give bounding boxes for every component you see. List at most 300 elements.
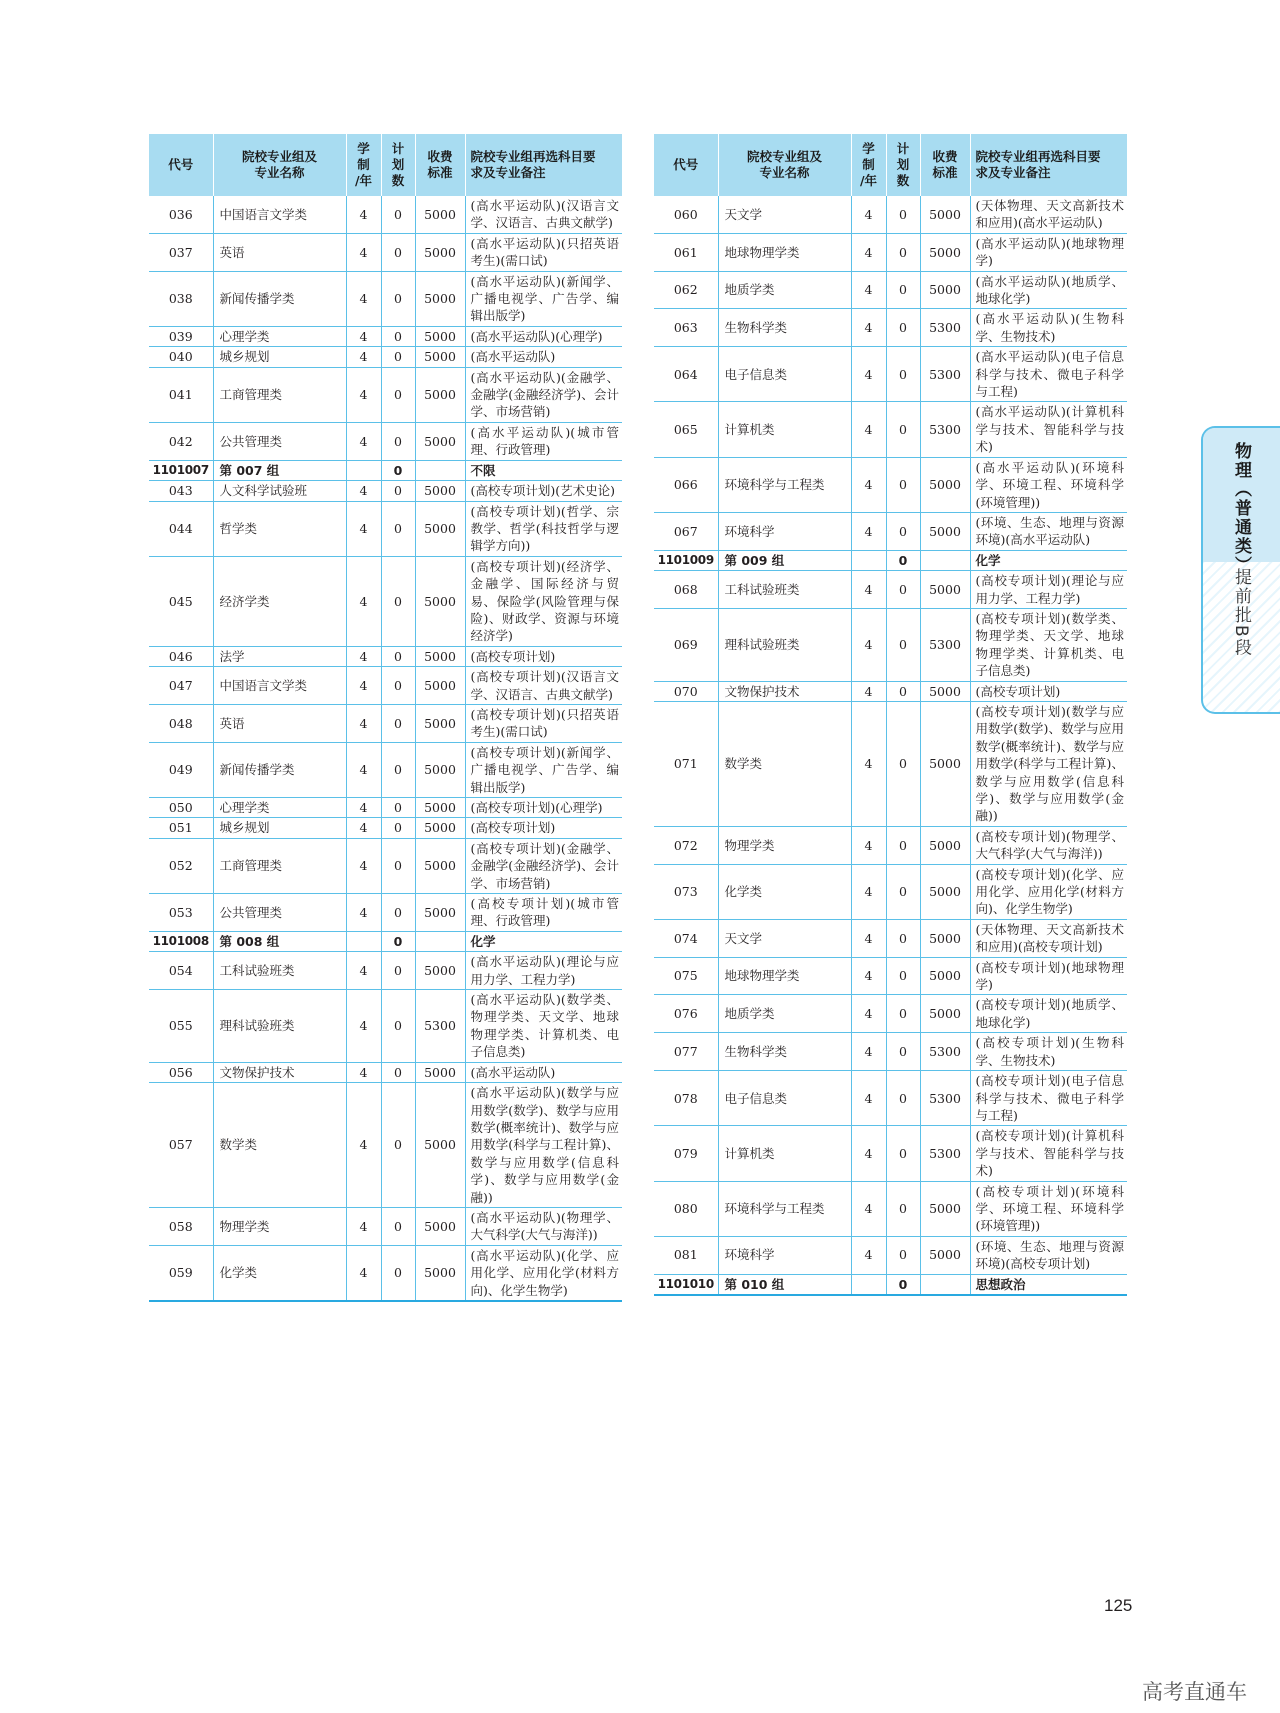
table-row bbox=[654, 196, 1127, 233]
cell-years bbox=[851, 550, 886, 570]
cell-name: 理科试验班类 bbox=[213, 990, 346, 1063]
cell-fee: 5000 bbox=[920, 826, 970, 864]
group-row bbox=[149, 931, 622, 951]
cell-plan: 0 bbox=[886, 457, 920, 512]
cell-years: 4 bbox=[346, 196, 381, 233]
cell-requirements: (高校专项计划)(环境科学、环境工程、环境科学(环境管理)) bbox=[970, 1181, 1127, 1236]
cell-fee: 5000 bbox=[415, 1245, 465, 1301]
cell-years: 4 bbox=[346, 233, 381, 271]
cell-code: 073 bbox=[654, 864, 718, 919]
cell-name: 地球物理学类 bbox=[718, 233, 851, 271]
cell-plan: 0 bbox=[886, 957, 920, 995]
cell-code: 039 bbox=[149, 326, 213, 346]
cell-requirements: (高水平运动队)(环境科学、环境工程、环境科学(环境管理)) bbox=[970, 457, 1127, 512]
cell-years: 4 bbox=[851, 233, 886, 271]
cell-years: 4 bbox=[346, 742, 381, 797]
cell-years: 4 bbox=[346, 667, 381, 705]
cell-name: 公共管理类 bbox=[213, 894, 346, 932]
cell-fee: 5000 bbox=[415, 818, 465, 838]
cell-name: 天文学 bbox=[718, 196, 851, 233]
cell-fee: 5000 bbox=[920, 701, 970, 826]
cell-name: 工科试验班类 bbox=[213, 952, 346, 990]
table-header-row bbox=[654, 134, 1127, 196]
cell-name: 数学类 bbox=[718, 701, 851, 826]
cell-fee bbox=[415, 460, 465, 480]
table-row bbox=[149, 347, 622, 367]
group-row bbox=[654, 1274, 1127, 1295]
cell-requirements: (高水平运动队)(新闻学、广播电视学、广告学、编辑出版学) bbox=[465, 271, 622, 326]
header-requirements: 院校专业组再选科目要 求及专业备注 bbox=[470, 149, 596, 180]
table-row bbox=[654, 681, 1127, 701]
cell-name: 城乡规划 bbox=[213, 818, 346, 838]
cell-fee: 5000 bbox=[415, 667, 465, 705]
cell-code: 1101008 bbox=[149, 931, 213, 951]
cell-requirements: (高校专项计划)(数学类、物理学类、天文学、地球物理学类、计算机类、电子信息类) bbox=[970, 608, 1127, 681]
cell-requirements: (高水平运动队)(数学与应用数学(数学)、数学与应用数学(概率统计)、数学与应用数学(科学与工程计算)、数学与应用数学(信息科学)、数学与应用数学(金融)) bbox=[465, 1083, 622, 1208]
cell-fee: 5300 bbox=[920, 1071, 970, 1126]
cell-name: 第 010 组 bbox=[718, 1274, 851, 1295]
table-row bbox=[149, 1207, 622, 1245]
cell-name: 环境科学与工程类 bbox=[718, 457, 851, 512]
cell-fee: 5000 bbox=[415, 894, 465, 932]
table-row bbox=[149, 742, 622, 797]
cell-requirements: (高校专项计划)(理论与应用力学、工程力学) bbox=[970, 571, 1127, 609]
cell-name: 心理学类 bbox=[213, 326, 346, 346]
cell-years: 4 bbox=[851, 919, 886, 957]
cell-fee: 5300 bbox=[920, 309, 970, 347]
cell-requirements: (高校专项计划)(哲学、宗教学、哲学(科技哲学与逻辑学方向)) bbox=[465, 501, 622, 556]
table-row bbox=[149, 952, 622, 990]
cell-plan: 0 bbox=[886, 1071, 920, 1126]
cell-requirements: (高校专项计划)(数学与应用数学(数学)、数学与应用数学(概率统计)、数学与应用数学(科学与工程计算)、数学与应用数学(信息科学)、数学与应用数学(金融)) bbox=[970, 701, 1127, 826]
cell-name: 第 009 组 bbox=[718, 550, 851, 570]
cell-years: 4 bbox=[851, 608, 886, 681]
cell-years: 4 bbox=[346, 952, 381, 990]
cell-code: 045 bbox=[149, 556, 213, 646]
cell-plan: 0 bbox=[381, 556, 415, 646]
cell-years bbox=[346, 931, 381, 951]
table-row bbox=[654, 1126, 1127, 1181]
cell-name: 哲学类 bbox=[213, 501, 346, 556]
cell-code: 062 bbox=[654, 271, 718, 309]
cell-code: 1101010 bbox=[654, 1274, 718, 1295]
cell-requirements: (高水平运动队)(汉语言文学、汉语言、古典文献学) bbox=[465, 196, 622, 233]
header-fee: 收费 标准 bbox=[920, 134, 970, 196]
cell-years: 4 bbox=[851, 826, 886, 864]
cell-fee bbox=[920, 1274, 970, 1295]
cell-name: 物理学类 bbox=[213, 1207, 346, 1245]
table-row bbox=[149, 481, 622, 501]
cell-fee: 5000 bbox=[415, 704, 465, 742]
cell-name: 地质学类 bbox=[718, 995, 851, 1033]
cell-fee: 5000 bbox=[920, 271, 970, 309]
cell-years: 4 bbox=[851, 1071, 886, 1126]
cell-years: 4 bbox=[346, 556, 381, 646]
cell-requirements: (高水平运动队) bbox=[465, 347, 622, 367]
cell-code: 048 bbox=[149, 704, 213, 742]
cell-code: 042 bbox=[149, 422, 213, 460]
cell-name: 地球物理学类 bbox=[718, 957, 851, 995]
cell-years: 4 bbox=[346, 798, 381, 818]
cell-requirements: 化学 bbox=[970, 550, 1127, 570]
cell-years: 4 bbox=[346, 1245, 381, 1301]
cell-plan: 0 bbox=[381, 367, 415, 422]
cell-code: 059 bbox=[149, 1245, 213, 1301]
cell-requirements: (高校专项计划)(只招英语考生)(需口试) bbox=[465, 704, 622, 742]
table-row bbox=[149, 818, 622, 838]
header-fee: 收费 标准 bbox=[415, 134, 465, 196]
cell-plan: 0 bbox=[381, 460, 415, 480]
table-row bbox=[149, 894, 622, 932]
table-row bbox=[654, 608, 1127, 681]
cell-fee: 5000 bbox=[415, 798, 465, 818]
cell-plan: 0 bbox=[886, 347, 920, 402]
cell-code: 049 bbox=[149, 742, 213, 797]
cell-name: 生物科学类 bbox=[718, 309, 851, 347]
cell-years: 4 bbox=[851, 347, 886, 402]
cell-fee: 5000 bbox=[415, 367, 465, 422]
cell-fee: 5000 bbox=[415, 952, 465, 990]
table-row bbox=[149, 1083, 622, 1208]
cell-code: 1101009 bbox=[654, 550, 718, 570]
table-row bbox=[654, 957, 1127, 995]
table-row bbox=[654, 826, 1127, 864]
cell-code: 038 bbox=[149, 271, 213, 326]
cell-plan: 0 bbox=[886, 550, 920, 570]
cell-name: 生物科学类 bbox=[718, 1033, 851, 1071]
cell-fee: 5300 bbox=[920, 1126, 970, 1181]
cell-code: 079 bbox=[654, 1126, 718, 1181]
cell-code: 052 bbox=[149, 838, 213, 893]
cell-years: 4 bbox=[851, 701, 886, 826]
cell-code: 072 bbox=[654, 826, 718, 864]
side-tab-main-label: 物理（普通类） bbox=[1231, 442, 1251, 575]
cell-years: 4 bbox=[851, 196, 886, 233]
cell-code: 077 bbox=[654, 1033, 718, 1071]
cell-fee: 5000 bbox=[415, 1207, 465, 1245]
right-table-container bbox=[654, 134, 1127, 1296]
cell-requirements: (高校专项计划) bbox=[465, 646, 622, 666]
table-row bbox=[149, 1062, 622, 1082]
cell-fee: 5300 bbox=[920, 347, 970, 402]
cell-plan: 0 bbox=[886, 826, 920, 864]
cell-plan: 0 bbox=[381, 326, 415, 346]
cell-plan: 0 bbox=[381, 990, 415, 1063]
cell-fee: 5000 bbox=[920, 864, 970, 919]
cell-name: 第 008 组 bbox=[213, 931, 346, 951]
cell-plan: 0 bbox=[381, 1207, 415, 1245]
table-row bbox=[654, 571, 1127, 609]
cell-name: 计算机类 bbox=[718, 402, 851, 457]
cell-years: 4 bbox=[346, 646, 381, 666]
cell-requirements: (高校专项计划)(电子信息科学与技术、微电子科学与工程) bbox=[970, 1071, 1127, 1126]
cell-requirements: (高水平运动队)(地质学、地球化学) bbox=[970, 271, 1127, 309]
table-row bbox=[149, 367, 622, 422]
cell-name: 城乡规划 bbox=[213, 347, 346, 367]
page-number: 125 bbox=[1104, 1596, 1133, 1615]
cell-requirements: (高校专项计划)(化学、应用化学、应用化学(材料方向)、化学生物学) bbox=[970, 864, 1127, 919]
cell-fee: 5000 bbox=[920, 1236, 970, 1274]
cell-requirements: (高水平运动队)(数学类、物理学类、天文学、地球物理学类、计算机类、电子信息类) bbox=[465, 990, 622, 1063]
cell-years: 4 bbox=[851, 571, 886, 609]
table-row bbox=[149, 501, 622, 556]
cell-fee: 5000 bbox=[415, 501, 465, 556]
table-row bbox=[149, 422, 622, 460]
table-row bbox=[149, 798, 622, 818]
cell-fee: 5000 bbox=[920, 512, 970, 550]
cell-years bbox=[851, 1274, 886, 1295]
cell-plan: 0 bbox=[886, 1126, 920, 1181]
cell-fee: 5000 bbox=[415, 481, 465, 501]
cell-code: 050 bbox=[149, 798, 213, 818]
cell-name: 地质学类 bbox=[718, 271, 851, 309]
cell-plan: 0 bbox=[381, 1245, 415, 1301]
cell-code: 058 bbox=[149, 1207, 213, 1245]
cell-requirements: (高校专项计划) bbox=[970, 681, 1127, 701]
cell-plan: 0 bbox=[886, 233, 920, 271]
cell-requirements: (高校专项计划)(城市管理、行政管理) bbox=[465, 894, 622, 932]
cell-name: 理科试验班类 bbox=[718, 608, 851, 681]
cell-years: 4 bbox=[851, 271, 886, 309]
cell-requirements: (高校专项计划)(心理学) bbox=[465, 798, 622, 818]
cell-requirements: (高校专项计划)(新闻学、广播电视学、广告学、编辑出版学) bbox=[465, 742, 622, 797]
cell-plan: 0 bbox=[886, 681, 920, 701]
table-header-row bbox=[149, 134, 622, 196]
cell-code: 061 bbox=[654, 233, 718, 271]
cell-requirements: (环境、生态、地理与资源环境)(高水平运动队) bbox=[970, 512, 1127, 550]
cell-plan: 0 bbox=[381, 798, 415, 818]
cell-requirements: (高水平运动队)(电子信息科学与技术、微电子科学与工程) bbox=[970, 347, 1127, 402]
cell-fee: 5000 bbox=[920, 571, 970, 609]
cell-code: 044 bbox=[149, 501, 213, 556]
cell-requirements: (高水平运动队)(城市管理、行政管理) bbox=[465, 422, 622, 460]
cell-years: 4 bbox=[346, 271, 381, 326]
cell-code: 1101007 bbox=[149, 460, 213, 480]
cell-years: 4 bbox=[346, 838, 381, 893]
cell-fee bbox=[415, 931, 465, 951]
cell-fee: 5000 bbox=[415, 326, 465, 346]
cell-name: 电子信息类 bbox=[718, 1071, 851, 1126]
table-row bbox=[654, 1071, 1127, 1126]
cell-requirements: (高校专项计划)(物理学、大气科学(大气与海洋)) bbox=[970, 826, 1127, 864]
cell-name: 物理学类 bbox=[718, 826, 851, 864]
cell-plan: 0 bbox=[381, 704, 415, 742]
left-table-body bbox=[149, 196, 622, 1301]
cell-name: 工商管理类 bbox=[213, 367, 346, 422]
header-plan: 计 划 数 bbox=[886, 134, 920, 196]
table-row bbox=[149, 704, 622, 742]
cell-plan: 0 bbox=[886, 196, 920, 233]
table-row bbox=[654, 457, 1127, 512]
cell-plan: 0 bbox=[381, 1062, 415, 1082]
header-years: 学 制 /年 bbox=[346, 134, 381, 196]
table-row bbox=[149, 838, 622, 893]
cell-years: 4 bbox=[346, 1083, 381, 1208]
cell-code: 068 bbox=[654, 571, 718, 609]
table-row bbox=[149, 271, 622, 326]
table-row bbox=[654, 271, 1127, 309]
header-code: 代号 bbox=[149, 134, 213, 196]
table-row bbox=[149, 233, 622, 271]
table-row bbox=[149, 556, 622, 646]
table-row bbox=[654, 233, 1127, 271]
cell-code: 043 bbox=[149, 481, 213, 501]
cell-years: 4 bbox=[851, 1033, 886, 1071]
cell-years: 4 bbox=[346, 1207, 381, 1245]
cell-code: 075 bbox=[654, 957, 718, 995]
cell-code: 054 bbox=[149, 952, 213, 990]
cell-code: 037 bbox=[149, 233, 213, 271]
cell-requirements: (高水平运动队)(化学、应用化学、应用化学(材料方向)、化学生物学) bbox=[465, 1245, 622, 1301]
cell-fee: 5000 bbox=[415, 556, 465, 646]
cell-fee: 5000 bbox=[920, 681, 970, 701]
cell-years: 4 bbox=[346, 1062, 381, 1082]
cell-fee: 5000 bbox=[920, 233, 970, 271]
cell-years: 4 bbox=[346, 894, 381, 932]
table-row bbox=[654, 995, 1127, 1033]
cell-plan: 0 bbox=[886, 1181, 920, 1236]
cell-fee: 5300 bbox=[920, 608, 970, 681]
cell-plan: 0 bbox=[886, 995, 920, 1033]
cell-requirements: (高校专项计划)(地球物理学) bbox=[970, 957, 1127, 995]
cell-plan: 0 bbox=[381, 422, 415, 460]
cell-plan: 0 bbox=[886, 1236, 920, 1274]
cell-plan: 0 bbox=[886, 608, 920, 681]
cell-years: 4 bbox=[851, 681, 886, 701]
table-row bbox=[149, 196, 622, 233]
cell-years: 4 bbox=[851, 864, 886, 919]
cell-code: 056 bbox=[149, 1062, 213, 1082]
cell-name: 化学类 bbox=[718, 864, 851, 919]
cell-code: 053 bbox=[149, 894, 213, 932]
cell-years: 4 bbox=[346, 818, 381, 838]
cell-code: 078 bbox=[654, 1071, 718, 1126]
cell-requirements: (高校专项计划) bbox=[465, 818, 622, 838]
cell-requirements: (高水平运动队)(物理学、大气科学(大气与海洋)) bbox=[465, 1207, 622, 1245]
cell-years: 4 bbox=[346, 347, 381, 367]
cell-fee: 5000 bbox=[920, 957, 970, 995]
cell-plan: 0 bbox=[886, 864, 920, 919]
cell-requirements: (高校专项计划)(地质学、地球化学) bbox=[970, 995, 1127, 1033]
cell-fee: 5000 bbox=[415, 838, 465, 893]
section-side-tab bbox=[1201, 426, 1280, 714]
cell-plan: 0 bbox=[381, 481, 415, 501]
table-row bbox=[149, 646, 622, 666]
cell-code: 070 bbox=[654, 681, 718, 701]
header-name: 院校专业组及 专业名称 bbox=[213, 134, 346, 196]
cell-fee: 5000 bbox=[415, 347, 465, 367]
cell-name: 法学 bbox=[213, 646, 346, 666]
cell-years: 4 bbox=[346, 990, 381, 1063]
cell-plan: 0 bbox=[381, 271, 415, 326]
cell-fee: 5000 bbox=[415, 422, 465, 460]
cell-years: 4 bbox=[346, 704, 381, 742]
cell-code: 065 bbox=[654, 402, 718, 457]
cell-fee: 5000 bbox=[415, 233, 465, 271]
cell-name: 英语 bbox=[213, 233, 346, 271]
cell-code: 040 bbox=[149, 347, 213, 367]
table-row bbox=[149, 1245, 622, 1301]
cell-name: 数学类 bbox=[213, 1083, 346, 1208]
cell-name: 人文科学试验班 bbox=[213, 481, 346, 501]
cell-fee: 5300 bbox=[920, 1033, 970, 1071]
cell-requirements: (高校专项计划)(艺术史论) bbox=[465, 481, 622, 501]
cell-name: 工科试验班类 bbox=[718, 571, 851, 609]
cell-name: 化学类 bbox=[213, 1245, 346, 1301]
cell-plan: 0 bbox=[381, 233, 415, 271]
table-row bbox=[149, 326, 622, 346]
cell-plan: 0 bbox=[381, 347, 415, 367]
table-row bbox=[654, 402, 1127, 457]
cell-fee: 5300 bbox=[415, 990, 465, 1063]
group-row bbox=[149, 460, 622, 480]
cell-plan: 0 bbox=[381, 742, 415, 797]
cell-plan: 0 bbox=[886, 571, 920, 609]
table-row bbox=[654, 919, 1127, 957]
cell-name: 电子信息类 bbox=[718, 347, 851, 402]
cell-fee: 5000 bbox=[920, 995, 970, 1033]
cell-years: 4 bbox=[851, 512, 886, 550]
cell-requirements: (天体物理、天文高新技术和应用)(高校专项计划) bbox=[970, 919, 1127, 957]
cell-name: 环境科学 bbox=[718, 512, 851, 550]
cell-fee: 5300 bbox=[920, 402, 970, 457]
cell-plan: 0 bbox=[381, 196, 415, 233]
cell-fee bbox=[920, 550, 970, 570]
cell-code: 064 bbox=[654, 347, 718, 402]
cell-fee: 5000 bbox=[415, 196, 465, 233]
cell-requirements: (高水平运动队)(心理学) bbox=[465, 326, 622, 346]
cell-name: 工商管理类 bbox=[213, 838, 346, 893]
cell-plan: 0 bbox=[886, 402, 920, 457]
table-row bbox=[654, 309, 1127, 347]
cell-code: 063 bbox=[654, 309, 718, 347]
header-name: 院校专业组及 专业名称 bbox=[718, 134, 851, 196]
cell-fee: 5000 bbox=[415, 271, 465, 326]
admission-plan-table-right bbox=[654, 134, 1127, 1296]
cell-plan: 0 bbox=[381, 1083, 415, 1208]
cell-years: 4 bbox=[851, 402, 886, 457]
watermark-logo-text: 高考直通车 bbox=[1142, 1680, 1247, 1704]
cell-years: 4 bbox=[346, 481, 381, 501]
cell-years: 4 bbox=[851, 309, 886, 347]
cell-requirements: (高校专项计划)(经济学、金融学、国际经济与贸易、保险学(风险管理与保险)、财政学、资源与环境经济学) bbox=[465, 556, 622, 646]
cell-name: 第 007 组 bbox=[213, 460, 346, 480]
cell-requirements: 化学 bbox=[465, 931, 622, 951]
cell-code: 036 bbox=[149, 196, 213, 233]
cell-code: 046 bbox=[149, 646, 213, 666]
cell-requirements: (高校专项计划)(金融学、金融学(金融经济学)、会计学、市场营销) bbox=[465, 838, 622, 893]
cell-plan: 0 bbox=[886, 1274, 920, 1295]
header-plan: 计 划 数 bbox=[381, 134, 415, 196]
cell-plan: 0 bbox=[886, 512, 920, 550]
cell-requirements: (高水平运动队) bbox=[465, 1062, 622, 1082]
cell-fee: 5000 bbox=[920, 1181, 970, 1236]
cell-code: 051 bbox=[149, 818, 213, 838]
cell-code: 081 bbox=[654, 1236, 718, 1274]
cell-requirements: (高校专项计划)(生物科学、生物技术) bbox=[970, 1033, 1127, 1071]
cell-requirements: (高水平运动队)(理论与应用力学、工程力学) bbox=[465, 952, 622, 990]
cell-code: 055 bbox=[149, 990, 213, 1063]
cell-name: 环境科学与工程类 bbox=[718, 1181, 851, 1236]
cell-requirements: (高水平运动队)(计算机科学与技术、智能科学与技术) bbox=[970, 402, 1127, 457]
cell-fee: 5000 bbox=[920, 196, 970, 233]
cell-years: 4 bbox=[851, 957, 886, 995]
cell-name: 新闻传播学类 bbox=[213, 271, 346, 326]
cell-plan: 0 bbox=[381, 667, 415, 705]
cell-plan: 0 bbox=[886, 701, 920, 826]
cell-name: 环境科学 bbox=[718, 1236, 851, 1274]
cell-fee: 5000 bbox=[415, 1083, 465, 1208]
